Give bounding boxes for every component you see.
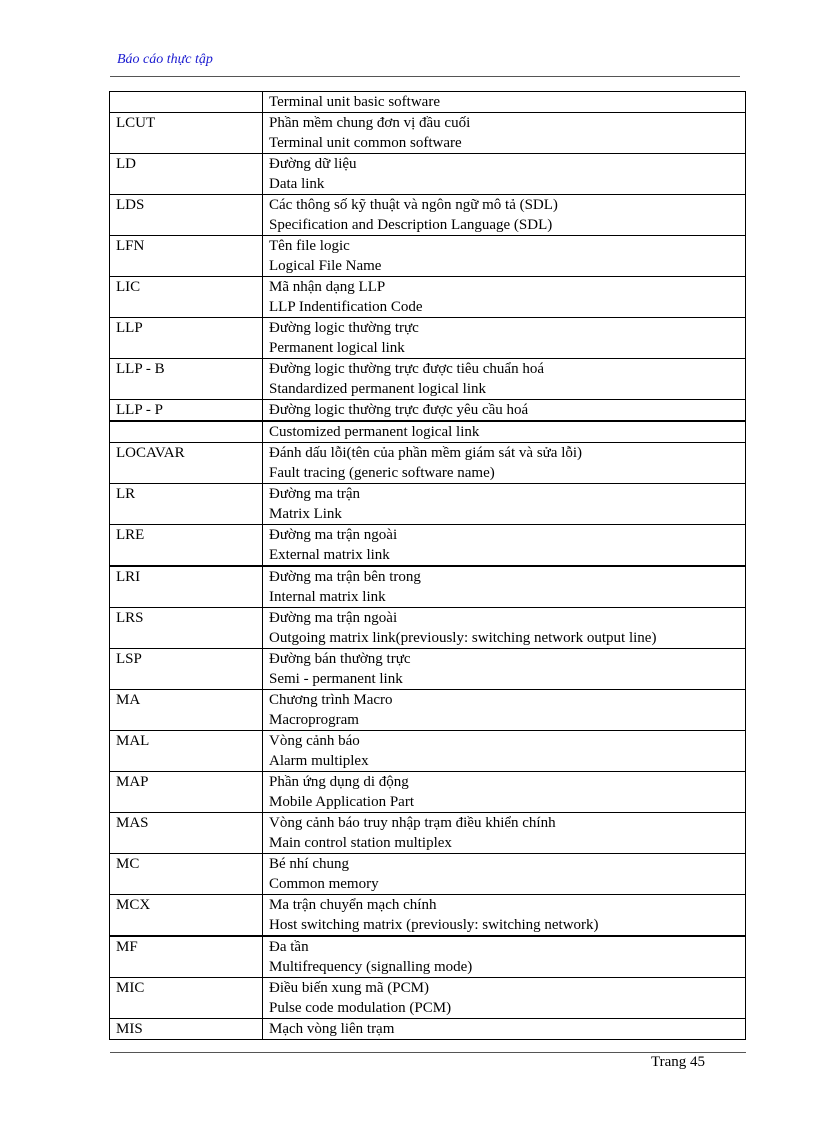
- abbreviation-cell: MCX: [110, 895, 263, 937]
- table-row: [110, 195, 746, 236]
- table-row: [110, 566, 746, 608]
- table-row: [110, 443, 746, 484]
- abbreviation-cell: LR: [110, 484, 263, 525]
- definition-cell: [263, 813, 746, 854]
- abbreviation-cell: MAS: [110, 813, 263, 854]
- definition-secondary: Logical File Name: [269, 258, 382, 274]
- table-row: [110, 113, 746, 154]
- definition-secondary: Data link: [269, 176, 325, 192]
- definition-cell: [263, 359, 746, 400]
- definition-primary: Đường ma trận ngoài: [269, 527, 398, 543]
- definition-secondary: Semi - permanent link: [269, 671, 403, 687]
- abbreviation-cell: LDS: [110, 195, 263, 236]
- definition-cell: [263, 649, 746, 690]
- abbreviation-cell: MF: [110, 936, 263, 978]
- definition-secondary: Standardized permanent logical link: [269, 381, 487, 397]
- abbreviation-cell: LD: [110, 154, 263, 195]
- definition-cell: [263, 400, 746, 422]
- definition-cell: [263, 690, 746, 731]
- report-title: Báo cáo thực tập: [117, 52, 213, 67]
- table-row: [110, 813, 746, 854]
- definition-primary: Các thông số kỹ thuật và ngôn ngữ mô tả (SDL): [269, 197, 558, 213]
- abbreviation-cell: MIS: [110, 1019, 263, 1040]
- table-row: [110, 400, 746, 422]
- table-row: [110, 772, 746, 813]
- definition-cell: [263, 566, 746, 608]
- table-row: [110, 525, 746, 567]
- definition-secondary: Main control station multiplex: [269, 835, 452, 851]
- definition-primary: Mạch vòng liên trạm: [269, 1021, 395, 1037]
- definition-primary: Tên file logic: [269, 238, 350, 254]
- definition-cell: [263, 113, 746, 154]
- abbreviation-cell: MAL: [110, 731, 263, 772]
- table-row: [110, 154, 746, 195]
- table-row: [110, 895, 746, 937]
- definition-primary: Đường logic thường trực được yêu cầu hoá: [269, 402, 529, 418]
- table-row: [110, 318, 746, 359]
- abbreviation-cell: LSP: [110, 649, 263, 690]
- definition-primary: Đánh dấu lỗi(tên của phần mềm giám sát và sửa lỗi): [269, 445, 583, 461]
- page-number: Trang 45: [651, 1054, 706, 1070]
- abbreviation-cell: LLP - B: [110, 359, 263, 400]
- definition-primary: Đường bán thường trực: [269, 651, 411, 667]
- abbreviation-cell: [110, 421, 263, 443]
- definition-primary: Customized permanent logical link: [269, 424, 480, 440]
- definition-cell: [263, 978, 746, 1019]
- abbreviation-cell: LLP - P: [110, 400, 263, 422]
- table-row: [110, 731, 746, 772]
- definition-cell: [263, 484, 746, 525]
- table-row: [110, 359, 746, 400]
- definition-cell: [263, 277, 746, 318]
- abbreviation-cell: LRI: [110, 566, 263, 608]
- definition-cell: [263, 895, 746, 937]
- abbreviation-cell: LOCAVAR: [110, 443, 263, 484]
- definition-secondary: Terminal unit common software: [269, 135, 462, 151]
- definition-cell: [263, 772, 746, 813]
- definition-cell: [263, 443, 746, 484]
- abbreviation-cell: MA: [110, 690, 263, 731]
- table-row: [110, 936, 746, 978]
- definition-secondary: Matrix Link: [269, 506, 342, 522]
- definition-cell: [263, 525, 746, 567]
- header-divider: [110, 76, 740, 77]
- definition-cell: [263, 936, 746, 978]
- abbreviation-cell: LRS: [110, 608, 263, 649]
- definition-cell: [263, 92, 746, 113]
- table-row: [110, 978, 746, 1019]
- table-row: [110, 236, 746, 277]
- table-row: [110, 92, 746, 113]
- abbreviation-cell: LFN: [110, 236, 263, 277]
- table-row: [110, 854, 746, 895]
- definition-primary: Đa tần: [269, 939, 309, 955]
- definition-secondary: LLP Indentification Code: [269, 299, 423, 315]
- definition-secondary: Pulse code modulation (PCM): [269, 1000, 452, 1016]
- definition-secondary: Host switching matrix (previously: switching network): [269, 917, 599, 933]
- definition-primary: Vòng cảnh báo: [269, 733, 360, 749]
- definition-primary: Đường ma trận ngoài: [269, 610, 398, 626]
- definition-primary: Đường logic thường trực: [269, 320, 419, 336]
- definition-secondary: External matrix link: [269, 547, 390, 563]
- definition-secondary: Mobile Application Part: [269, 794, 414, 810]
- definition-secondary: Alarm multiplex: [269, 753, 369, 769]
- abbreviation-cell: MC: [110, 854, 263, 895]
- table-row: [110, 484, 746, 525]
- abbreviation-cell: LLP: [110, 318, 263, 359]
- table-row: [110, 277, 746, 318]
- definition-cell: [263, 195, 746, 236]
- abbreviation-cell: MIC: [110, 978, 263, 1019]
- abbreviation-table-body: [110, 92, 746, 1040]
- definition-cell: [263, 608, 746, 649]
- definition-primary: Đường logic thường trực được tiêu chuẩn hoá: [269, 361, 545, 377]
- abbreviation-cell: MAP: [110, 772, 263, 813]
- table-row: [110, 649, 746, 690]
- definition-secondary: Macroprogram: [269, 712, 359, 728]
- table-row: [110, 690, 746, 731]
- definition-cell: [263, 421, 746, 443]
- definition-secondary: Multifrequency (signalling mode): [269, 959, 473, 975]
- definition-primary: Điều biến xung mã (PCM): [269, 980, 429, 996]
- definition-cell: [263, 731, 746, 772]
- definition-primary: Bé nhí chung: [269, 856, 349, 872]
- definition-primary: Đường ma trận: [269, 486, 361, 502]
- definition-cell: [263, 854, 746, 895]
- definition-primary: Chương trình Macro: [269, 692, 393, 708]
- abbreviation-cell: LRE: [110, 525, 263, 567]
- definition-secondary: Specification and Description Language (SDL): [269, 217, 553, 233]
- definition-primary: Đường ma trận bên trong: [269, 569, 421, 585]
- definition-secondary: Outgoing matrix link(previously: switching network output line): [269, 630, 657, 646]
- definition-cell: [263, 154, 746, 195]
- definition-secondary: Permanent logical link: [269, 340, 405, 356]
- definition-primary: Phần mềm chung đơn vị đầu cuối: [269, 115, 471, 131]
- abbreviation-cell: LIC: [110, 277, 263, 318]
- definition-primary: Terminal unit basic software: [269, 94, 440, 110]
- definition-primary: Đường dữ liệu: [269, 156, 357, 172]
- definition-secondary: Common memory: [269, 876, 379, 892]
- abbreviation-cell: [110, 92, 263, 113]
- definition-primary: Phần ứng dụng di động: [269, 774, 409, 790]
- definition-primary: Vòng cảnh báo truy nhập trạm điều khiển chính: [269, 815, 556, 831]
- definition-cell: [263, 1019, 746, 1040]
- definition-primary: Ma trận chuyển mạch chính: [269, 897, 437, 913]
- definition-cell: [263, 236, 746, 277]
- table-row: [110, 421, 746, 443]
- abbreviation-table: [109, 91, 746, 1040]
- definition-primary: Mã nhận dạng LLP: [269, 279, 386, 295]
- definition-secondary: Fault tracing (generic software name): [269, 465, 495, 481]
- definition-secondary: Internal matrix link: [269, 589, 386, 605]
- footer-divider: [110, 1052, 746, 1053]
- definition-cell: [263, 318, 746, 359]
- table-row: [110, 1019, 746, 1040]
- table-row: [110, 608, 746, 649]
- abbreviation-cell: LCUT: [110, 113, 263, 154]
